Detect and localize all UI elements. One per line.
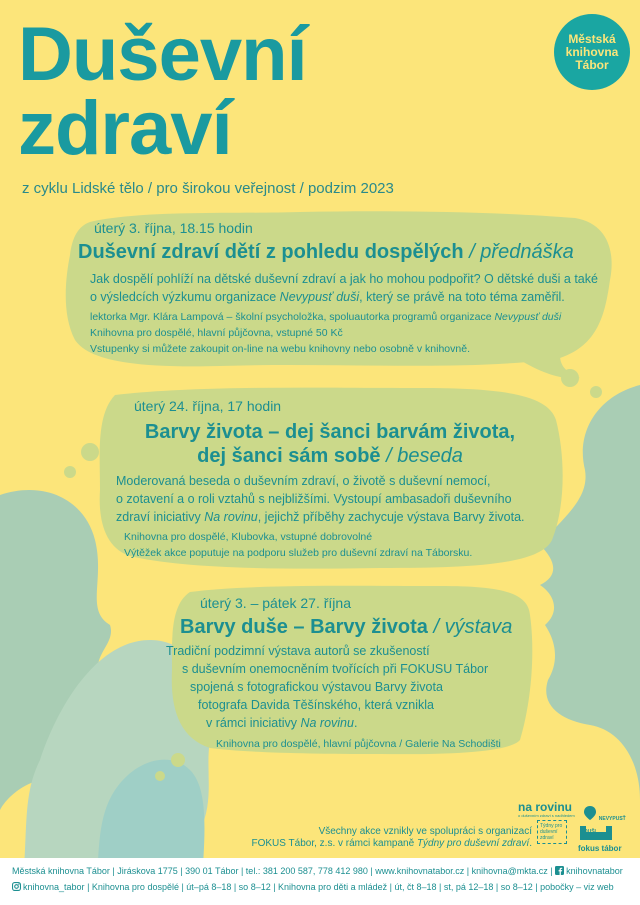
event-2-heading — [110, 420, 550, 468]
thought-dot-2b — [64, 466, 76, 478]
nevypust-dusi-icon — [584, 806, 596, 820]
event-3-desc-5 — [206, 714, 530, 732]
credits-line-1: Všechny akce vznikly ve spolupráci s organizací — [318, 826, 532, 837]
footer-contacts: Městská knihovna Tábor | Jiráskova 1775 | 390 01 Tábor | tel.: 381 200 587, 778 412 980 | www.knihovnatabor.cz | knihovna@mkta.cz | — [12, 866, 553, 876]
event-2-heading-1: Barvy života – dej šanci barvám života, — [144, 421, 516, 443]
event-2-desc-1: Moderovaná beseda o duševním zdraví, o životě s duševní nemocí, — [116, 474, 491, 488]
main-title — [18, 12, 307, 171]
title-line-1: Duševní — [18, 12, 307, 97]
event-3-date: úterý 3. – pátek 27. října — [200, 595, 351, 611]
thought-dot-3b — [155, 771, 165, 781]
event-1-desc-2i: Nevypusť duši — [279, 290, 360, 304]
event-2 — [110, 398, 550, 561]
event-3-desc-5a: v rámci iniciativy — [206, 716, 301, 730]
event-1-heading — [78, 240, 614, 264]
event-2-kind: / beseda — [386, 445, 463, 467]
footer-hours: | Knihovna pro dospělé | út–pá 8–18 | so 8–12 | Knihovna pro děti a mládež | út, čt 8–18 | st, pá 12–18 | so 8–12 | pobočky – viz web — [87, 882, 614, 892]
event-2-date: úterý 24. října, 17 hodin — [134, 398, 282, 414]
fokus-name: fokus tábor — [578, 844, 622, 853]
thought-dot-2a — [81, 443, 99, 461]
event-2-info-2: Výtěžek akce poputuje na podporu služeb pro duševní zdraví na Táborsku. — [124, 547, 473, 559]
fokus-icon — [578, 826, 614, 840]
event-1-kind: / přednáška — [469, 241, 574, 263]
event-1-desc-2b: , který se právě na toto téma zaměřil. — [359, 290, 565, 304]
library-logo — [554, 14, 630, 90]
tydny-logo: Týdny pro duševní zdraví — [537, 820, 567, 844]
event-3-info-1: Knihovna pro dospělé, hlavní půjčovna / Galerie Na Schodišti — [216, 738, 501, 750]
event-3-desc-4: fotografa Davida Těšínského, která vznikla — [198, 698, 435, 712]
event-1-date: úterý 3. října, 18.15 hodin — [94, 220, 253, 236]
event-1-info-1i: Nevypusť duši — [494, 311, 562, 323]
credits-line-2b: . — [529, 838, 532, 849]
footer-row-1 — [12, 866, 623, 876]
na-rovinu-logo — [518, 802, 575, 818]
event-3-heading-text: Barvy duše – Barvy života — [180, 616, 428, 638]
instagram-icon — [12, 882, 21, 891]
event-2-info-1: Knihovna pro dospělé, Klubovka, vstupné dobrovolné — [124, 531, 373, 543]
event-3-heading — [180, 615, 530, 639]
nevypust-dusi-name: NEVYPUSŤ — [598, 816, 626, 822]
title-line-2: zdraví — [18, 86, 232, 171]
credits — [252, 826, 533, 850]
facebook-icon — [555, 866, 564, 875]
instagram-link[interactable]: knihovna_tabor — [23, 882, 85, 892]
event-2-desc-3i: Na rovinu — [204, 510, 258, 524]
thought-dot-1b — [590, 386, 602, 398]
thought-dot-3a — [171, 753, 185, 767]
event-3-desc-5i: Na rovinu — [300, 716, 354, 730]
logo-line-2: knihovna — [565, 44, 619, 59]
footer-row-2 — [12, 882, 614, 892]
event-2-desc-3a: zdraví iniciativy — [116, 510, 205, 524]
event-2-desc-3b: , jejichž příběhy zachycuje výstava Barvy života. — [257, 510, 525, 524]
event-3-kind: / výstava — [433, 616, 513, 638]
event-1-desc-2a: o výsledcích výzkumu organizace — [90, 290, 280, 304]
event-2-heading-2: dej šanci sám sobě — [197, 445, 381, 467]
logo-line-3: Tábor — [575, 57, 609, 72]
na-rovinu-name: na rovinu — [518, 800, 573, 814]
event-3-desc-3: spojená s fotografickou výstavou Barvy života — [190, 680, 443, 694]
fokus-logo — [578, 826, 634, 854]
event-1 — [74, 220, 614, 357]
event-1-info-3: Vstupenky si můžete zakoupit on-line na webu knihovny nebo osobně v knihovně. — [90, 343, 470, 355]
event-1-info — [90, 309, 614, 357]
credits-line-2a: FOKUS Tábor, z.s. v rámci kampaně — [251, 838, 417, 849]
event-2-info — [124, 529, 550, 561]
facebook-link[interactable]: knihovnatabor — [566, 866, 623, 876]
event-3-description — [166, 642, 530, 732]
event-1-info-1a: lektorka Mgr. Klára Lampová – školní psycholožka, spoluautorka programů organizace — [90, 311, 495, 323]
logo-line-1: Městská — [568, 31, 616, 46]
event-3-desc-5b: . — [353, 716, 358, 730]
event-1-desc-1: Jak dospělí pohlíží na dětské duševní zdraví a jak ho mohou podpořit? O dětské duši a také — [90, 272, 598, 286]
credits-line-2i: Týdny pro duševní zdraví — [416, 838, 530, 849]
event-2-description — [116, 472, 550, 526]
event-3 — [166, 595, 530, 752]
na-rovinu-subtitle: o duševním zdraví s nadhledem — [518, 813, 575, 818]
event-3-desc-1: Tradiční podzimní výstava autorů se zkušeností — [166, 644, 430, 658]
event-1-info-2: Knihovna pro dospělé, hlavní půjčovna, vstupné 50 Kč — [90, 327, 343, 339]
thought-dot-1a — [561, 369, 579, 387]
event-1-description — [90, 270, 614, 306]
footer — [0, 858, 640, 905]
event-3-desc-2: s duševním onemocněním tvořících při FOKUSU Tábor — [182, 662, 489, 676]
subtitle: z cyklu Lidské tělo / pro širokou veřejnost / podzim 2023 — [22, 180, 394, 197]
event-2-desc-2: o zotavení a o roli vztahů s nejbližšími. Vystoupí ambasadoři duševního — [116, 492, 512, 506]
event-1-heading-text: Duševní zdraví dětí z pohledu dospělých — [78, 241, 464, 263]
